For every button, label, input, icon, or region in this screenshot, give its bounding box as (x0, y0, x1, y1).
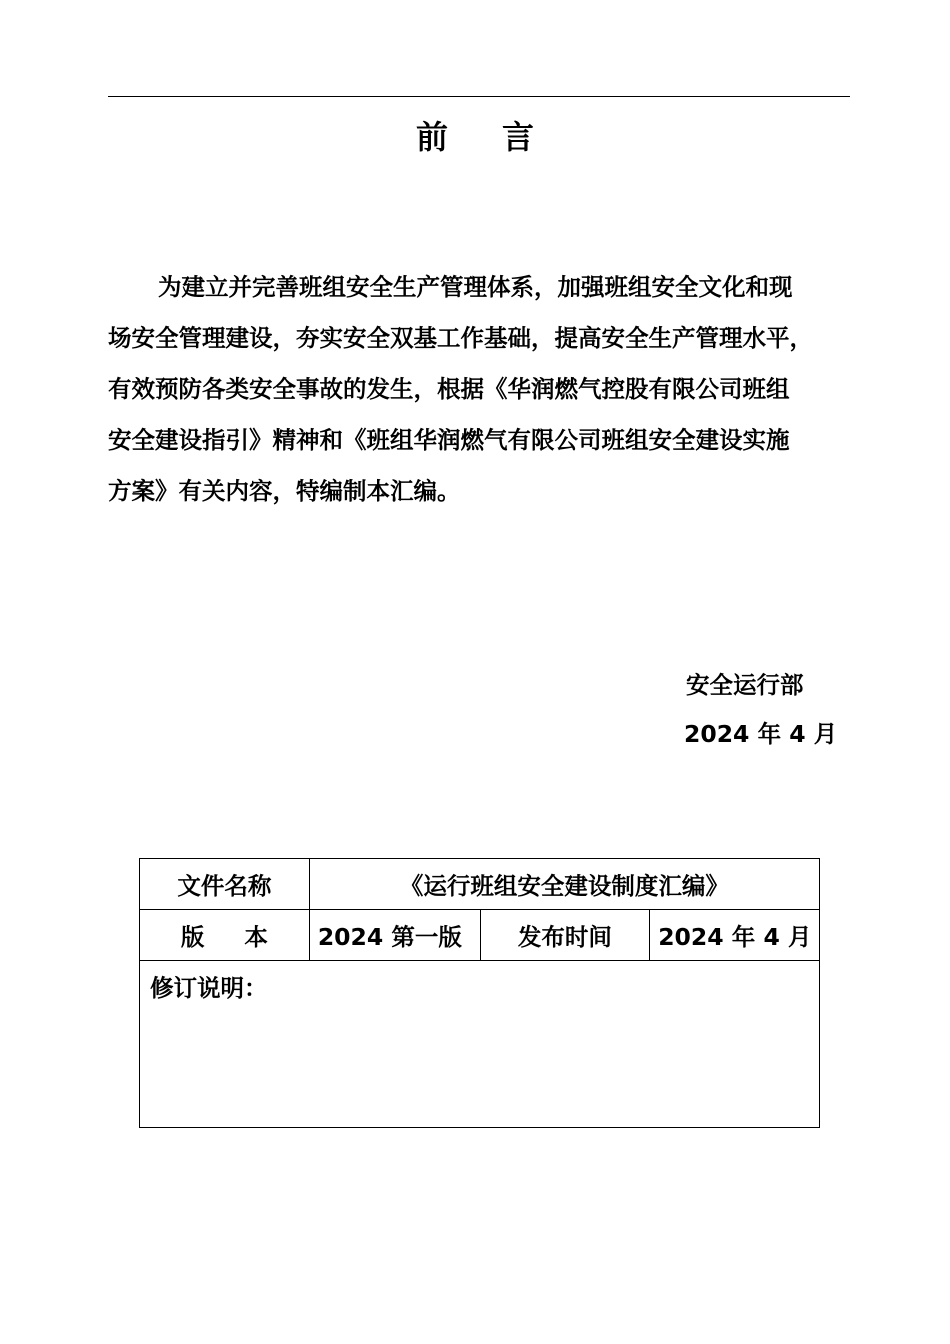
release-time-value: 2024 年 4 月 (650, 910, 820, 961)
signature-department: 安全运行部 (686, 671, 804, 699)
version-label: 版本 (140, 910, 310, 961)
revision-notes-label: 修订说明： (150, 974, 268, 1002)
signature-date: 2024 年 4 月 (684, 720, 838, 748)
release-time-label: 发布时间 (480, 910, 650, 961)
preface-line: 有效预防各类安全事故的发生，根据《华润燃气控股有限公司班组 (108, 375, 790, 403)
revision-notes (140, 961, 820, 1128)
table-row (140, 910, 820, 961)
file-name-value: 《运行班组安全建设制度汇编》 (309, 859, 819, 910)
preface-line: 安全建设指引》精神和《班组华润燃气有限公司班组安全建设实施 (108, 426, 790, 454)
preface-line: 方案》有关内容，特编制本汇编。 (108, 477, 461, 505)
header-rule (108, 96, 850, 97)
preface-paragraph (108, 262, 854, 517)
document-info-table (139, 858, 820, 1128)
table-row (140, 859, 820, 910)
version-value: 2024 第一版 (309, 910, 480, 961)
page-title: 前言 (415, 118, 588, 156)
file-name-label: 文件名称 (140, 859, 310, 910)
preface-line: 场安全管理建设，夯实安全双基工作基础，提高安全生产管理水平， (108, 324, 813, 352)
table-row (140, 961, 820, 1128)
preface-line: 为建立并完善班组安全生产管理体系，加强班组安全文化和现 (158, 273, 793, 301)
